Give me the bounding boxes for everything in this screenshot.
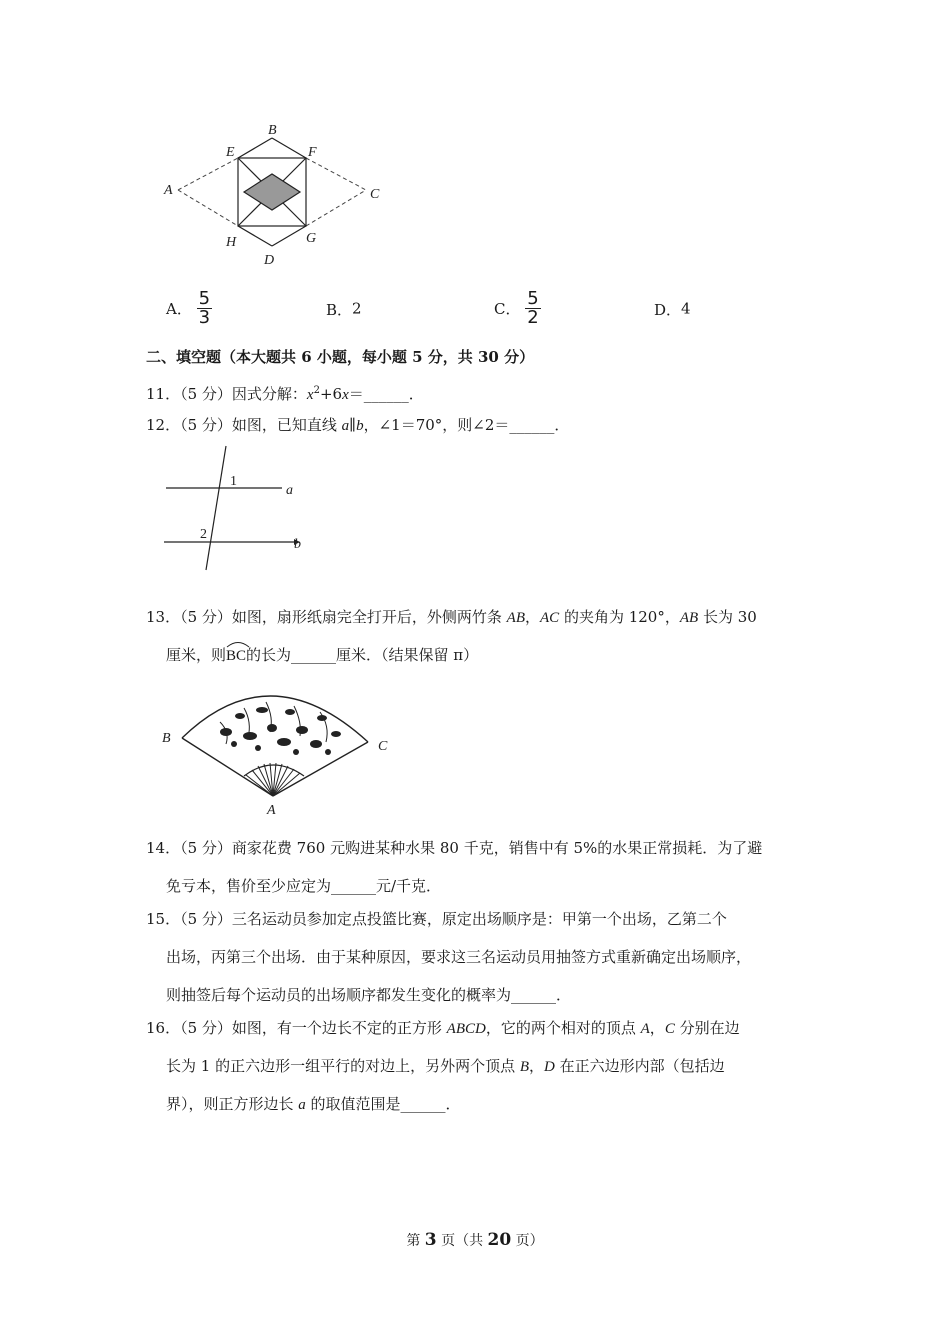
question-15-line-3: 则抽签后每个运动员的出场顺序都发生变化的概率为______． <box>166 986 572 1004</box>
question-14-line-2: 免亏本，售价至少应定为______元/千克． <box>166 877 442 895</box>
arc-bc: BC <box>226 646 246 666</box>
option-b: B．2 <box>326 299 362 319</box>
label-C: C <box>370 187 380 202</box>
figure-q10-square-rhombus <box>160 118 390 273</box>
label-H: H <box>226 235 237 250</box>
page-number: 3 <box>424 1230 437 1250</box>
option-c: C． $\frac{5}{2}$ <box>494 288 539 328</box>
label-E: E <box>226 145 235 160</box>
fan-label-A: A <box>267 803 276 818</box>
angle-1-label: 1 <box>230 474 237 489</box>
label-B: B <box>268 123 277 138</box>
fan-label-C: C <box>378 739 388 754</box>
page-footer: 第 3 页（共 20 页） <box>406 1230 544 1250</box>
section-title: 二、填空题（本大题共 6 小题，每小题 5 分，共 30 分） <box>146 348 535 366</box>
page-total: 20 <box>487 1230 512 1250</box>
arc-mark-icon <box>226 640 250 648</box>
question-14-line-1: 14．（5 分）商家花费 760 元购进某种水果 80 千克，销售中有 5%的水果正常损耗．为了避 <box>146 839 763 857</box>
question-11: 11．（5 分）因式分解：$x^2+6x=\_\_\_\_\_\_$． <box>146 385 424 403</box>
fraction-c: $\frac{5}{2}$ <box>527 288 539 328</box>
question-15-line-1: 15．（5 分）三名运动员参加定点投篮比赛，原定出场顺序是：甲第一个出场，乙第二个 <box>146 910 727 928</box>
angle-2-label: 2 <box>200 527 207 542</box>
question-13-line-2: 厘米，则 BC的长为______厘米．（结果保留 π） <box>166 645 478 666</box>
figure-q12-parallel-lines <box>160 444 320 574</box>
question-12: 12．（5 分）如图，已知直线 a∥b，∠1＝70°，则∠2＝______． <box>146 416 570 434</box>
question-15-line-2: 出场，丙第三个出场．由于某种原因，要求这三名运动员用抽签方式重新确定出场顺序， <box>166 948 752 966</box>
figure-q13-fan <box>160 672 400 820</box>
option-d: D．4 <box>654 299 691 319</box>
fan-label-B: B <box>162 731 171 746</box>
label-G: G <box>306 231 317 246</box>
label-F: F <box>308 145 317 160</box>
fraction-a: $\frac{5}{3}$ <box>198 288 211 328</box>
question-16-line-1: 16．（5 分）如图，有一个边长不定的正方形 ABCD，它的两个相对的顶点 A，C 分别在边 <box>146 1019 740 1037</box>
line-a-label: a <box>286 483 293 498</box>
option-a: A． $\frac{5}{3}$ <box>166 288 211 328</box>
label-A: A <box>164 183 173 198</box>
question-16-line-3: 界），则正方形边长 a 的取值范围是______． <box>166 1095 461 1113</box>
question-16-line-2: 长为 1 的正六边形一组平行的对边上，另外两个顶点 B，D 在正六边形内部（包括边 <box>166 1057 725 1075</box>
label-D: D <box>264 253 275 268</box>
question-13-line-1: 13．（5 分）如图，扇形纸扇完全打开后，外侧两竹条 AB，AC 的夹角为 120°，AB 长为 30 <box>146 608 757 626</box>
line-b-label: b <box>294 537 301 552</box>
